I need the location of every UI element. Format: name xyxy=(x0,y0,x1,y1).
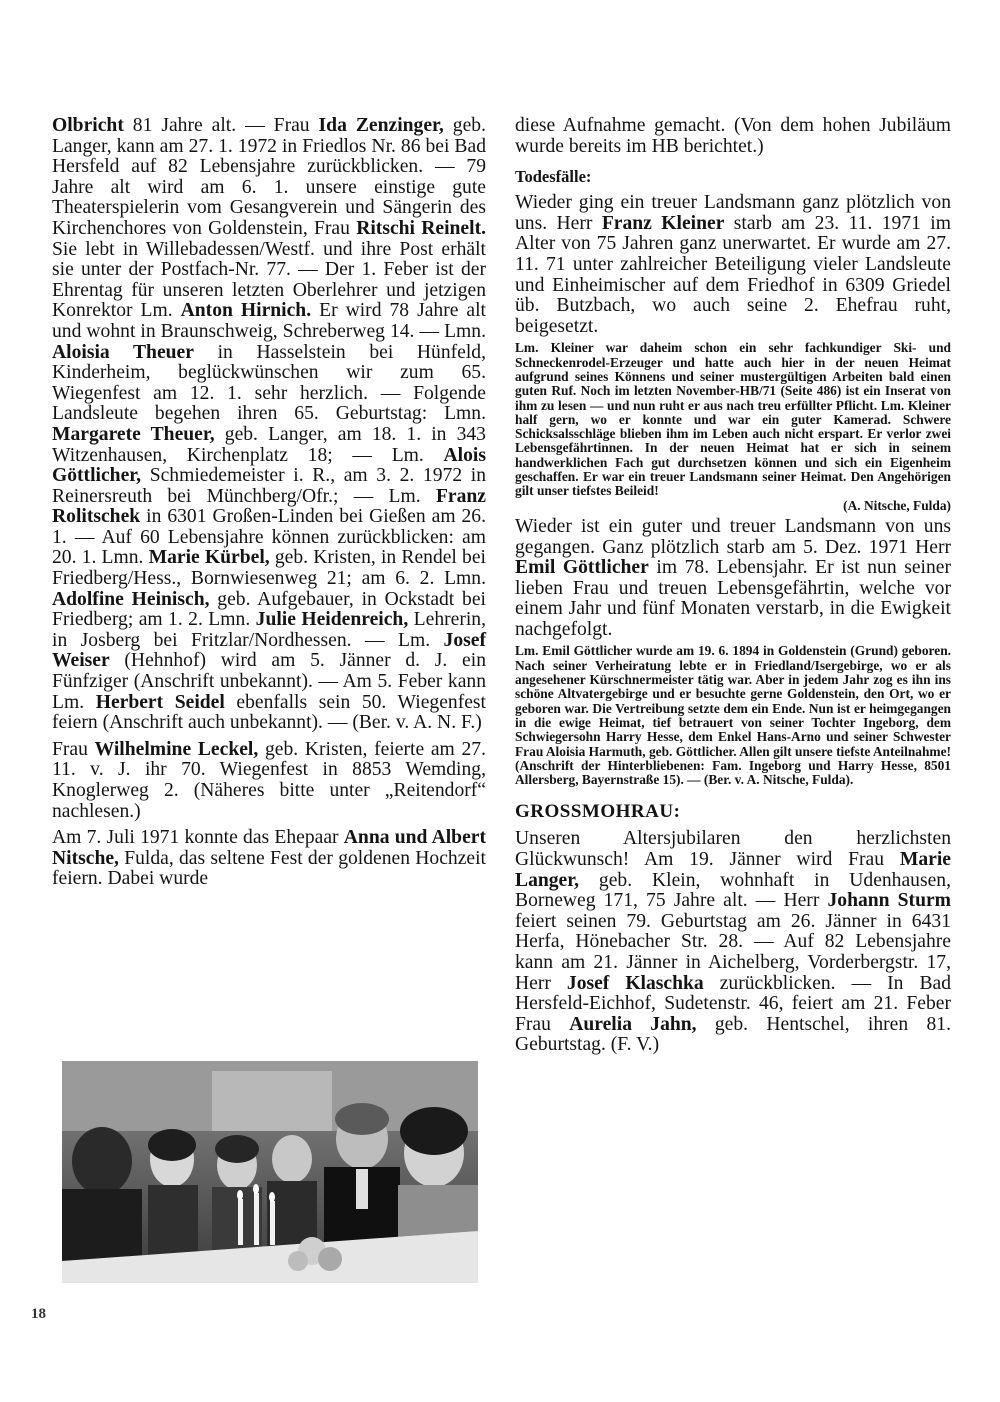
bold-name: Wilhelmine Leckel, xyxy=(94,738,259,760)
bold-name: Marie Langer, xyxy=(515,849,951,891)
goettlicher-obituary-paragraph: Wieder ist ein guter und treuer Landsmann von uns gegangen. Ganz plötzlich starb am 5. Dez. 1971 Herr Emil Göttlicher im 78. Lebensjahr. Er ist nun seiner lieben Frau und treuen Lebensgefährtin, welche vor einem Jahr und fünf Monaten verstarb, in die Ewigkeit nachgefolgt. xyxy=(515,515,951,640)
kleiner-obituary-paragraph: Wieder ging ein treuer Landsmann ganz plötzlich von uns. Herr Franz Kleiner starb am 23. 11. 1971 im Alter von 75 Jahren ganz unerwartet. Er wurde am 27. 11. 71 unter zahlreicher Beteiligung vieler Landsleute und Einheimischer auf dem Friedhof in 6309 Griedel üb. Butzbach, wo auch seine 2. Ehefrau ruht, beigesetzt. xyxy=(515,192,951,337)
bold-name: Marie Kürbel, xyxy=(148,547,270,569)
golden-wedding-photo xyxy=(62,1061,478,1283)
section-heading-grossmohrau: GROSSMOHRAU: xyxy=(515,801,681,823)
kleiner-obituary-signature: (A. Nitsche, Fulda) xyxy=(843,497,951,513)
bold-name: Margarete Theuer, xyxy=(52,423,215,445)
bold-name: Aloisia Theuer xyxy=(52,341,194,363)
bold-name: Olbricht xyxy=(52,115,124,136)
bold-name: Johann Sturm xyxy=(827,890,951,912)
kleiner-obituary-detail: Lm. Kleiner war daheim schon ein sehr fachkundiger Ski- und Schneckenrodel-Erzeuger und hatte auch hier in der neuen Heimat aufgrund seines Könnens und seiner mustergültigen Arbeiten bald einen guten Ruf. Noch im letzten November-HB/71 (Seite 486) ist ein Inserat von ihm zu lesen — und nun ruht er aus nach treu erfüllter Pflicht. Lm. Kleiner half gern, wo er konnte und war ein guter Kamerad. Schwere Schicksalsschläge blieben ihm im Leben auch nicht erspart. Er verlor zwei Lebensgefährtinnen. In der neuen Heimat hat er sich in seinem handwerklichen Fach gut durchsetzen können und sich ein Eigenheim geschaffen. Er war ein treuer Landsmann seiner Heimat. Den Angehörigen gilt unser tiefstes Beileid! xyxy=(515,340,951,499)
left-column xyxy=(52,116,486,890)
bold-name: Herbert Seidel xyxy=(95,691,225,713)
birthday-paragraph: Olbricht 81 Jahre alt. — Frau Ida Zenzinger, geb. Langer, kann am 27. 1. 1972 in Friedlos Nr. 86 bei Bad Hersfeld auf 82 Lebensjahre zurückblicken. — 79 Jahre alt wird am 6. 1. unsere einstige gute Theaterspielerin vom Gesangverein und Sängerin des Kirchenchores von Goldenstein, Frau Ritschi Reinelt. Sie lebt in Willebadessen/Westf. und ihre Post erhält sie unter der Postfach-Nr. 77. — Der 1. Feber ist der Ehrentag für unseren letzten Oberlehrer und jetzigen Konrektor Lm. Anton Hirnich. Er wird 78 Jahre alt und wohnt in Braunschweig, Schreberweg 14. — Lmn. Aloisia Theuer in Hasselstein bei Hünfeld, Kinderheim, beglückwünschen wir zum 65. Wiegenfest am 12. 1. sehr herzlich. — Folgende Landsleute begehen ihren 65. Geburtstag: Lmn. Margarete Theuer, geb. Langer, am 18. 1. in 343 Witzenhausen, Kirchenplatz 18; — Lm. Alois Göttlicher, Schmiedemeister i. R., am 3. 2. 1972 in Reinersreuth bei Münchberg/Ofr.; — Lm. Franz Rolitschek in 6301 Großen-Linden bei Gießen am 26. 1. — Auf 60 Lebensjahre können zurückblicken: am 20. 1. Lmn. Marie Kürbel, geb. Kristen, in Rendel bei Friedberg/Hess., Bornwiesenweg 21; am 6. 2. Lmn. Adolfine Heinisch, geb. Aufgebauer, in Ockstadt bei Friedberg; am 1. 2. Lmn. Julie Heidenreich, Lehrerin, in Josberg bei Fritzlar/Nordhessen. — Lm. Josef Weiser (Hehnhof) wird am 5. Jänner d. J. ein Fünfziger (Anschrift unbekannt). — Am 5. Feber kann Lm. Herbert Seidel ebenfalls sein 50. Wiegenfest feiern (Anschrift auch unbekannt). — (Ber. v. A. N. F.) xyxy=(52,115,486,734)
bold-name: Franz Rolitschek xyxy=(52,485,486,528)
bold-name: Adolfine Heinisch, xyxy=(52,588,210,610)
bold-name: Josef Weiser xyxy=(52,629,486,672)
photo-caption-continuation: diese Aufnahme gemacht. (Von dem hohen Jubiläum wurde bereits im HB berichtet.) xyxy=(515,115,951,157)
page-number: 18 xyxy=(31,1306,46,1322)
section-heading-todesfaelle: Todesfälle: xyxy=(515,167,592,187)
bold-name: Alois Göttlicher, xyxy=(52,444,486,487)
bold-name: Ritschi Reinelt. xyxy=(356,217,486,239)
bold-name: Ida Zenzinger, xyxy=(318,115,444,136)
bold-name: Anton Hirnich. xyxy=(180,300,312,322)
bold-name: Aurelia Jahn, xyxy=(569,1013,697,1035)
goettlicher-obituary-detail: Lm. Emil Göttlicher wurde am 19. 6. 1894 in Goldenstein (Grund) geboren. Nach seiner Verheiratung lebte er in Friedland/Isergebirge, wo er als angesehener Kürschnermeister tätig war. Aber in jedem Jahr zog es ihn ins schöne Altvatergebirge und er besuchte gerne Goldenstein, den Ort, wo er geboren war. Die Vertreibung setzte dem ein Ende. Nun ist er heimgegangen in die ewige Heimat, tief betrauert von seiner Tochter Ingeborg, dem Schwiegersohn Harry Hesse, dem Enkel Hans-Arno und seiner Schwester Frau Aloisia Harmuth, geb. Göttlicher. Allen gilt unsere tiefste Anteilnahme! (Anschrift der Hinterbliebenen: Fam. Ingeborg und Harry Hesse, 8501 Allersberg, Bayernstraße 15). — (Ber. v. A. Nitsche, Fulda). xyxy=(515,643,951,788)
bold-name: Julie Heidenreich, xyxy=(255,609,409,631)
bold-name: Franz Kleiner xyxy=(601,212,725,234)
bold-name: Emil Göttlicher xyxy=(515,557,649,579)
right-column xyxy=(515,116,951,1056)
golden-wedding-paragraph: Am 7. Juli 1971 konnte das Ehepaar Anna und Albert Nitsche, Fulda, das seltene Fest der goldenen Hochzeit feiern. Dabei wurde xyxy=(52,827,486,890)
bold-name: Anna und Albert Nitsche, xyxy=(52,827,486,869)
grossmohrau-birthdays-paragraph: Unseren Altersjubilaren den herzlichsten Glückwunsch! Am 19. Jänner wird Frau Marie Langer, geb. Klein, wohnhaft in Udenhausen, Borneweg 171, 75 Jahre alt. — Herr Johann Sturm feiert seinen 79. Geburtstag am 26. Jänner in 6431 Herfa, Hönebacher Str. 28. — Auf 82 Lebensjahre kann am 21. Jänner in Aichelberg, Vorderbergstr. 17, Herr Josef Klaschka zurückblicken. — In Bad Hersfeld-Eichhof, Sudetenstr. 46, feiert am 21. Feber Frau Aurelia Jahn, geb. Hentschel, ihren 81. Geburtstag. (F. V.) xyxy=(515,828,952,1056)
leckel-paragraph: Frau Wilhelmine Leckel, geb. Kristen, feierte am 27. 11. v. J. ihr 70. Wiegenfest in 8853 Wemding, Knoglerweg 2. (Näheres bitte unter „Reitendorf“ nachlesen.) xyxy=(52,738,486,822)
bold-name: Josef Klaschka xyxy=(566,972,704,994)
